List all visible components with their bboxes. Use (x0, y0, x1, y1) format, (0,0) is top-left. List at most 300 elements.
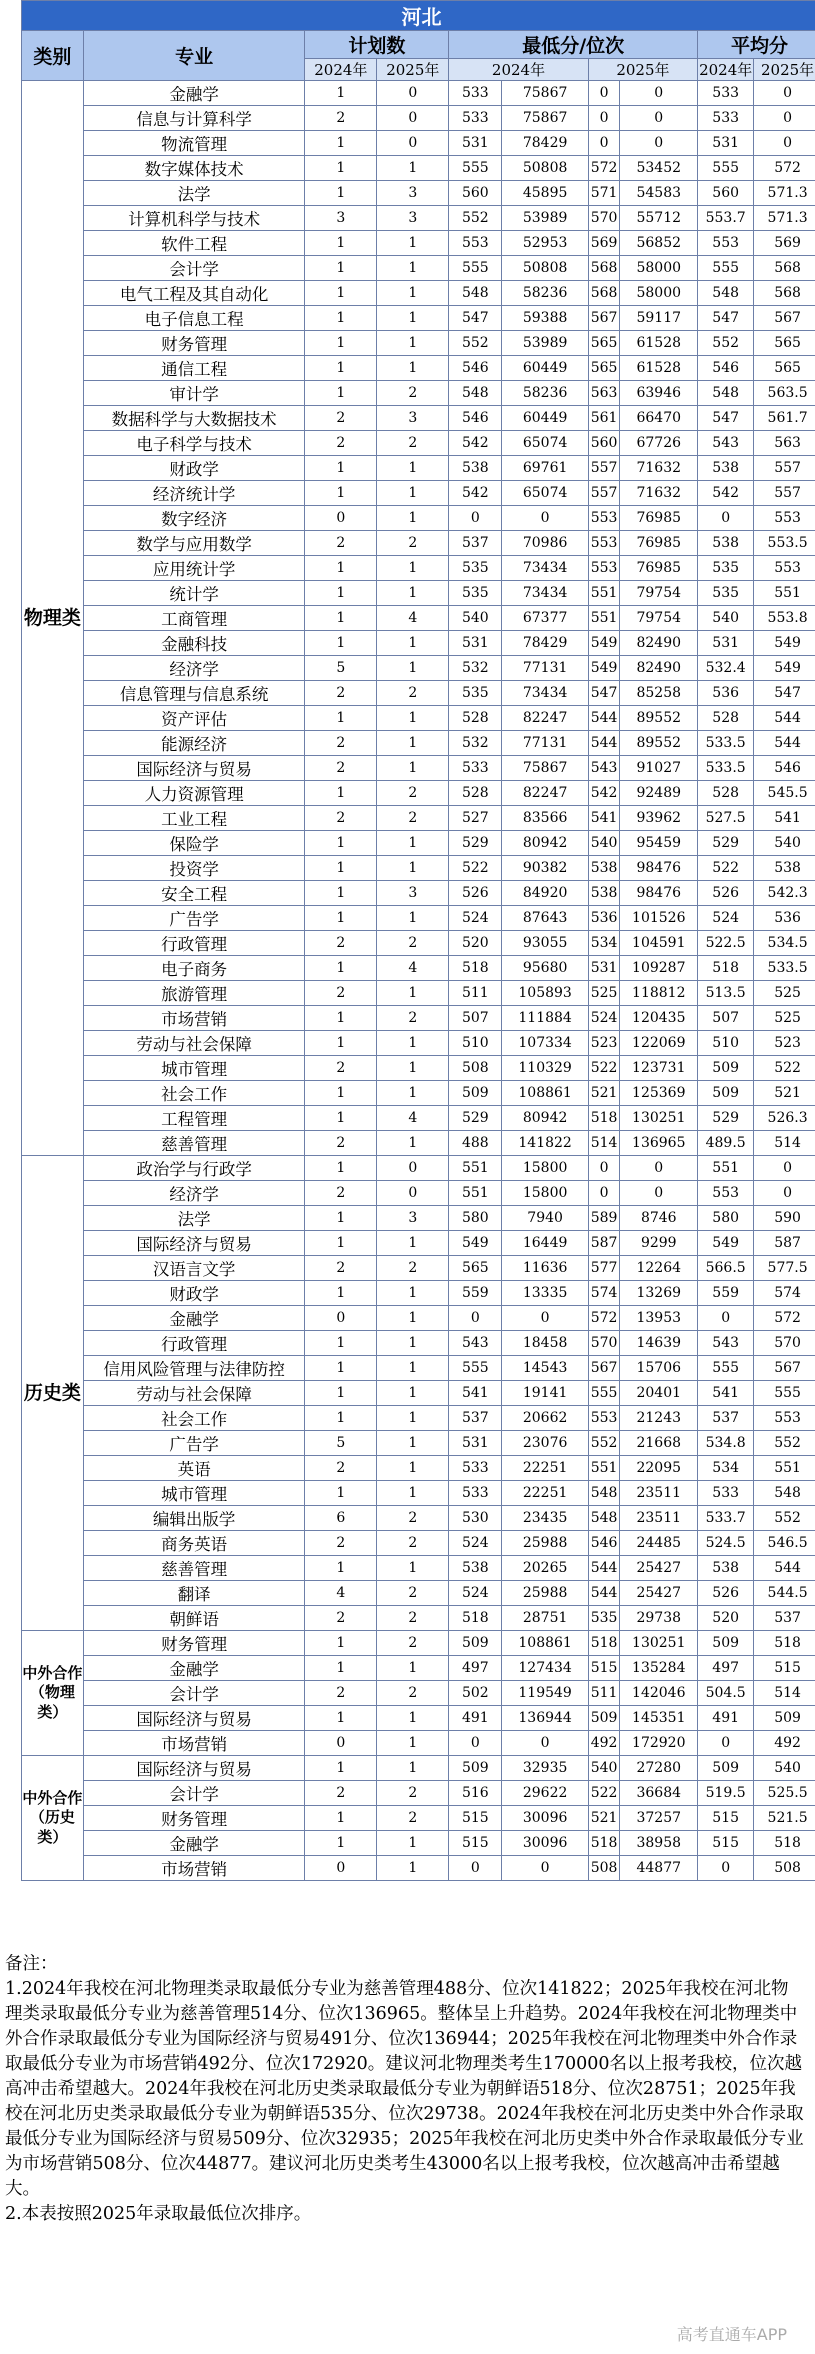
min-score-2025-cell: 524 (588, 1006, 620, 1031)
plan-2025-cell: 1 (377, 1656, 449, 1681)
avg-2024-cell: 509 (698, 1756, 754, 1781)
avg-2025-cell: 577.5 (754, 1256, 815, 1281)
rank-2025-cell: 71632 (620, 481, 698, 506)
min-score-2025-cell: 563 (588, 381, 620, 406)
min-score-2024-cell: 548 (449, 381, 502, 406)
min-score-2025-cell: 0 (588, 106, 620, 131)
avg-2024-cell: 522 (698, 856, 754, 881)
min-score-2025-cell: 568 (588, 256, 620, 281)
min-score-2024-cell: 542 (449, 481, 502, 506)
rank-2025-cell: 71632 (620, 456, 698, 481)
plan-2024-cell: 2 (305, 1056, 377, 1081)
min-score-2025-cell: 567 (588, 306, 620, 331)
min-score-2024-cell: 524 (449, 1581, 502, 1606)
header-plan: 计划数 (305, 31, 449, 59)
min-score-2025-cell: 0 (588, 81, 620, 106)
plan-2025-cell: 2 (377, 1631, 449, 1656)
avg-2024-cell: 533 (698, 1481, 754, 1506)
table-row (22, 1356, 815, 1381)
rank-2024-cell: 18458 (502, 1331, 588, 1356)
major-cell: 慈善管理 (83, 1556, 305, 1581)
avg-2025-cell: 565 (754, 331, 815, 356)
avg-2025-cell: 557 (754, 481, 815, 506)
table-row (22, 1106, 815, 1131)
rank-2024-cell: 15800 (502, 1156, 588, 1181)
rank-2024-cell: 127434 (502, 1656, 588, 1681)
avg-2024-cell: 533 (698, 106, 754, 131)
min-score-2024-cell: 533 (449, 81, 502, 106)
min-score-2025-cell: 547 (588, 681, 620, 706)
major-cell: 国际经济与贸易 (83, 1756, 305, 1781)
rank-2025-cell: 136965 (620, 1131, 698, 1156)
plan-2024-cell: 6 (305, 1506, 377, 1531)
plan-2024-cell: 1 (305, 956, 377, 981)
min-score-2024-cell: 546 (449, 406, 502, 431)
min-score-2025-cell: 570 (588, 1331, 620, 1356)
plan-2025-cell: 1 (377, 706, 449, 731)
min-score-2025-cell: 551 (588, 606, 620, 631)
major-cell: 电子科学与技术 (83, 431, 305, 456)
min-score-2024-cell: 526 (449, 881, 502, 906)
avg-2025-cell: 553 (754, 506, 815, 531)
avg-2025-cell: 587 (754, 1231, 815, 1256)
rank-2024-cell: 95680 (502, 956, 588, 981)
min-score-2024-cell: 516 (449, 1781, 502, 1806)
rank-2025-cell: 98476 (620, 856, 698, 881)
rank-2024-cell: 28751 (502, 1606, 588, 1631)
major-cell: 电气工程及其自动化 (83, 281, 305, 306)
table-row (22, 1431, 815, 1456)
rank-2025-cell: 130251 (620, 1106, 698, 1131)
rank-2025-cell: 29738 (620, 1606, 698, 1631)
min-score-2025-cell: 509 (588, 1706, 620, 1731)
avg-2025-cell: 525.5 (754, 1781, 815, 1806)
table-row (22, 581, 815, 606)
rank-2025-cell: 79754 (620, 581, 698, 606)
table-row (22, 1631, 815, 1656)
plan-2025-cell: 1 (377, 506, 449, 531)
rank-2024-cell: 22251 (502, 1456, 588, 1481)
major-cell: 经济学 (83, 1181, 305, 1206)
rank-2024-cell: 22251 (502, 1481, 588, 1506)
avg-2025-cell: 0 (754, 106, 815, 131)
min-score-2024-cell: 509 (449, 1081, 502, 1106)
min-score-2025-cell: 538 (588, 881, 620, 906)
rank-2025-cell: 172920 (620, 1731, 698, 1756)
major-cell: 经济学 (83, 656, 305, 681)
avg-2025-cell: 537 (754, 1606, 815, 1631)
plan-2024-cell: 5 (305, 656, 377, 681)
avg-2024-cell: 555 (698, 256, 754, 281)
plan-2024-cell: 1 (305, 1081, 377, 1106)
avg-2024-cell: 515 (698, 1831, 754, 1856)
plan-2024-cell: 2 (305, 731, 377, 756)
min-score-2025-cell: 551 (588, 1456, 620, 1481)
major-cell: 金融学 (83, 1831, 305, 1856)
min-score-2025-cell: 543 (588, 756, 620, 781)
avg-2024-cell: 497 (698, 1656, 754, 1681)
rank-2024-cell: 25988 (502, 1581, 588, 1606)
plan-2025-cell: 1 (377, 1231, 449, 1256)
major-cell: 行政管理 (83, 931, 305, 956)
table-row (22, 681, 815, 706)
plan-2024-cell: 1 (305, 631, 377, 656)
table-row (22, 1506, 815, 1531)
min-score-2025-cell: 548 (588, 1506, 620, 1531)
avg-2025-cell: 0 (754, 131, 815, 156)
rank-2025-cell: 25427 (620, 1556, 698, 1581)
table-row (22, 556, 815, 581)
plan-2024-cell: 2 (305, 106, 377, 131)
avg-2024-cell: 519.5 (698, 1781, 754, 1806)
rank-2024-cell: 77131 (502, 731, 588, 756)
rank-2025-cell: 76985 (620, 556, 698, 581)
min-score-2025-cell: 0 (588, 131, 620, 156)
plan-2025-cell: 1 (377, 281, 449, 306)
min-score-2025-cell: 544 (588, 731, 620, 756)
min-score-2024-cell: 530 (449, 1506, 502, 1531)
table-row (22, 306, 815, 331)
min-score-2024-cell: 547 (449, 306, 502, 331)
category-cell: 中外合作（历史类） (22, 1756, 84, 1881)
rank-2025-cell: 89552 (620, 706, 698, 731)
plan-2025-cell: 1 (377, 256, 449, 281)
brand-watermark: 高考直通车APP (676, 2325, 787, 2344)
rank-2025-cell: 23511 (620, 1481, 698, 1506)
rank-2024-cell: 53989 (502, 206, 588, 231)
avg-2025-cell: 523 (754, 1031, 815, 1056)
avg-2024-cell: 522.5 (698, 931, 754, 956)
table-row (22, 1656, 815, 1681)
rank-2025-cell: 8746 (620, 1206, 698, 1231)
avg-2025-cell: 540 (754, 831, 815, 856)
plan-2024-cell: 1 (305, 1331, 377, 1356)
major-cell: 翻译 (83, 1581, 305, 1606)
major-cell: 慈善管理 (83, 1131, 305, 1156)
plan-2025-cell: 1 (377, 856, 449, 881)
table-row (22, 1056, 815, 1081)
avg-2025-cell: 538 (754, 856, 815, 881)
plan-2025-cell: 0 (377, 131, 449, 156)
min-score-2024-cell: 0 (449, 1731, 502, 1756)
major-cell: 信用风险管理与法律防控 (83, 1356, 305, 1381)
rank-2025-cell: 123731 (620, 1056, 698, 1081)
plan-2025-cell: 1 (377, 331, 449, 356)
table-row (22, 1281, 815, 1306)
notes-heading: 备注： (5, 1954, 58, 1974)
rank-2025-cell: 27280 (620, 1756, 698, 1781)
table-row (22, 331, 815, 356)
rank-2025-cell: 104591 (620, 931, 698, 956)
major-cell: 经济统计学 (83, 481, 305, 506)
min-score-2025-cell: 565 (588, 331, 620, 356)
rank-2025-cell: 92489 (620, 781, 698, 806)
plan-2024-cell: 1 (305, 81, 377, 106)
table-row (22, 81, 815, 106)
plan-2025-cell: 1 (377, 1056, 449, 1081)
major-cell: 广告学 (83, 906, 305, 931)
min-score-2024-cell: 518 (449, 1606, 502, 1631)
avg-2024-cell: 533.5 (698, 731, 754, 756)
min-score-2024-cell: 543 (449, 1331, 502, 1356)
avg-2024-cell: 553 (698, 231, 754, 256)
min-score-2025-cell: 544 (588, 1581, 620, 1606)
table-body (22, 81, 815, 1881)
rank-2025-cell: 12264 (620, 1256, 698, 1281)
min-score-2025-cell: 521 (588, 1806, 620, 1831)
min-score-2025-cell: 557 (588, 456, 620, 481)
plan-2025-cell: 1 (377, 1306, 449, 1331)
major-cell: 人力资源管理 (83, 781, 305, 806)
plan-2024-cell: 1 (305, 1481, 377, 1506)
plan-2024-cell: 1 (305, 256, 377, 281)
avg-2024-cell: 0 (698, 1856, 754, 1881)
plan-2025-cell: 1 (377, 731, 449, 756)
min-score-2025-cell: 549 (588, 631, 620, 656)
plan-2025-cell: 2 (377, 806, 449, 831)
major-cell: 财务管理 (83, 331, 305, 356)
table-row (22, 1781, 815, 1806)
plan-2025-cell: 2 (377, 681, 449, 706)
avg-2025-cell: 549 (754, 656, 815, 681)
min-score-2024-cell: 580 (449, 1206, 502, 1231)
avg-2024-cell: 529 (698, 831, 754, 856)
plan-2024-cell: 1 (305, 456, 377, 481)
rank-2025-cell: 67726 (620, 431, 698, 456)
plan-2024-cell: 1 (305, 1756, 377, 1781)
header-min-2025: 2025年 (588, 59, 697, 81)
plan-2025-cell: 3 (377, 881, 449, 906)
avg-2025-cell: 547 (754, 681, 815, 706)
rank-2024-cell: 52953 (502, 231, 588, 256)
rank-2025-cell: 58000 (620, 256, 698, 281)
avg-2025-cell: 551 (754, 581, 815, 606)
rank-2024-cell: 13335 (502, 1281, 588, 1306)
rank-2025-cell: 61528 (620, 356, 698, 381)
table-row (22, 506, 815, 531)
major-cell: 市场营销 (83, 1856, 305, 1881)
table-row (22, 1681, 815, 1706)
min-score-2025-cell: 570 (588, 206, 620, 231)
table-row (22, 781, 815, 806)
table-row (22, 756, 815, 781)
rank-2025-cell: 22095 (620, 1456, 698, 1481)
plan-2024-cell: 1 (305, 781, 377, 806)
avg-2024-cell: 537 (698, 1406, 754, 1431)
min-score-2024-cell: 555 (449, 156, 502, 181)
rank-2025-cell: 0 (620, 1181, 698, 1206)
avg-2025-cell: 572 (754, 1306, 815, 1331)
rank-2024-cell: 20265 (502, 1556, 588, 1581)
plan-2024-cell: 1 (305, 1631, 377, 1656)
table-row (22, 1231, 815, 1256)
min-score-2024-cell: 533 (449, 1481, 502, 1506)
major-cell: 金融科技 (83, 631, 305, 656)
table-row (22, 906, 815, 931)
major-cell: 商务英语 (83, 1531, 305, 1556)
min-score-2025-cell: 557 (588, 481, 620, 506)
table-row (22, 156, 815, 181)
min-score-2024-cell: 508 (449, 1056, 502, 1081)
avg-2025-cell: 569 (754, 231, 815, 256)
avg-2025-cell: 553 (754, 1406, 815, 1431)
avg-2025-cell: 546 (754, 756, 815, 781)
plan-2025-cell: 2 (377, 1581, 449, 1606)
plan-2024-cell: 1 (305, 1281, 377, 1306)
category-cell: 历史类 (22, 1156, 84, 1631)
min-score-2024-cell: 531 (449, 1431, 502, 1456)
min-score-2024-cell: 518 (449, 956, 502, 981)
rank-2024-cell: 0 (502, 1731, 588, 1756)
table-row (22, 1031, 815, 1056)
min-score-2025-cell: 544 (588, 706, 620, 731)
rank-2025-cell: 61528 (620, 331, 698, 356)
rank-2025-cell: 125369 (620, 1081, 698, 1106)
major-cell: 社会工作 (83, 1081, 305, 1106)
table-row (22, 481, 815, 506)
header-avg-score: 平均分 (698, 31, 815, 59)
min-score-2024-cell: 0 (449, 506, 502, 531)
plan-2025-cell: 1 (377, 1756, 449, 1781)
avg-2025-cell: 515 (754, 1656, 815, 1681)
avg-2025-cell: 565 (754, 356, 815, 381)
min-score-2024-cell: 0 (449, 1306, 502, 1331)
table-row (22, 531, 815, 556)
plan-2024-cell: 2 (305, 406, 377, 431)
plan-2024-cell: 1 (305, 706, 377, 731)
major-cell: 国际经济与贸易 (83, 1231, 305, 1256)
table-row (22, 631, 815, 656)
table-row (22, 1531, 815, 1556)
plan-2024-cell: 2 (305, 1681, 377, 1706)
avg-2025-cell: 572 (754, 156, 815, 181)
rank-2025-cell: 21243 (620, 1406, 698, 1431)
major-cell: 城市管理 (83, 1056, 305, 1081)
rank-2024-cell: 119549 (502, 1681, 588, 1706)
min-score-2025-cell: 549 (588, 656, 620, 681)
avg-2024-cell: 547 (698, 406, 754, 431)
table-row (22, 831, 815, 856)
avg-2024-cell: 580 (698, 1206, 754, 1231)
rank-2024-cell: 69761 (502, 456, 588, 481)
min-score-2024-cell: 522 (449, 856, 502, 881)
rank-2025-cell: 55712 (620, 206, 698, 231)
plan-2025-cell: 1 (377, 1481, 449, 1506)
min-score-2024-cell: 510 (449, 1031, 502, 1056)
min-score-2025-cell: 511 (588, 1681, 620, 1706)
major-cell: 财务管理 (83, 1806, 305, 1831)
plan-2025-cell: 1 (377, 1031, 449, 1056)
avg-2025-cell: 551 (754, 1456, 815, 1481)
min-score-2025-cell: 553 (588, 531, 620, 556)
rank-2025-cell: 0 (620, 106, 698, 131)
plan-2024-cell: 2 (305, 931, 377, 956)
plan-2024-cell: 5 (305, 1431, 377, 1456)
avg-2024-cell: 520 (698, 1606, 754, 1631)
table-row (22, 1306, 815, 1331)
plan-2025-cell: 1 (377, 1331, 449, 1356)
header-plan-2025: 2025年 (377, 59, 449, 81)
rank-2025-cell: 95459 (620, 831, 698, 856)
notes-item-2: 2.本表按照2025年录取最低位次排序。 (5, 2204, 312, 2224)
table-row (22, 1206, 815, 1231)
avg-2024-cell: 533.7 (698, 1506, 754, 1531)
avg-2024-cell: 559 (698, 1281, 754, 1306)
rank-2025-cell: 98476 (620, 881, 698, 906)
score-table-container (21, 0, 815, 1881)
min-score-2024-cell: 488 (449, 1131, 502, 1156)
plan-2024-cell: 1 (305, 881, 377, 906)
avg-2025-cell: 571.3 (754, 206, 815, 231)
plan-2025-cell: 4 (377, 1106, 449, 1131)
table-row (22, 1156, 815, 1181)
avg-2025-cell: 0 (754, 81, 815, 106)
header-min-2024: 2024年 (449, 59, 589, 81)
plan-2025-cell: 1 (377, 831, 449, 856)
avg-2024-cell: 504.5 (698, 1681, 754, 1706)
min-score-2024-cell: 529 (449, 831, 502, 856)
table-row (22, 1456, 815, 1481)
min-score-2024-cell: 535 (449, 681, 502, 706)
major-cell: 数学与应用数学 (83, 531, 305, 556)
avg-2025-cell: 0 (754, 1156, 815, 1181)
plan-2024-cell: 2 (305, 1131, 377, 1156)
min-score-2025-cell: 587 (588, 1231, 620, 1256)
min-score-2024-cell: 535 (449, 556, 502, 581)
min-score-2024-cell: 511 (449, 981, 502, 1006)
rank-2024-cell: 11636 (502, 1256, 588, 1281)
min-score-2024-cell: 527 (449, 806, 502, 831)
avg-2025-cell: 525 (754, 981, 815, 1006)
rank-2024-cell: 107334 (502, 1031, 588, 1056)
rank-2024-cell: 73434 (502, 556, 588, 581)
rank-2024-cell: 70986 (502, 531, 588, 556)
plan-2024-cell: 2 (305, 1781, 377, 1806)
plan-2024-cell: 2 (305, 806, 377, 831)
plan-2025-cell: 3 (377, 406, 449, 431)
min-score-2024-cell: 555 (449, 256, 502, 281)
major-cell: 金融学 (83, 81, 305, 106)
avg-2025-cell: 574 (754, 1281, 815, 1306)
min-score-2024-cell: 532 (449, 656, 502, 681)
rank-2025-cell: 58000 (620, 281, 698, 306)
rank-2024-cell: 80942 (502, 1106, 588, 1131)
rank-2025-cell: 93962 (620, 806, 698, 831)
avg-2024-cell: 534.8 (698, 1431, 754, 1456)
plan-2025-cell: 1 (377, 1281, 449, 1306)
avg-2025-cell: 563.5 (754, 381, 815, 406)
avg-2024-cell: 510 (698, 1031, 754, 1056)
avg-2025-cell: 553.8 (754, 606, 815, 631)
plan-2024-cell: 2 (305, 1181, 377, 1206)
min-score-2025-cell: 542 (588, 781, 620, 806)
avg-2024-cell: 0 (698, 1306, 754, 1331)
min-score-2024-cell: 515 (449, 1806, 502, 1831)
plan-2025-cell: 2 (377, 931, 449, 956)
rank-2025-cell: 13269 (620, 1281, 698, 1306)
rank-2024-cell: 87643 (502, 906, 588, 931)
avg-2024-cell: 540 (698, 606, 754, 631)
plan-2025-cell: 2 (377, 781, 449, 806)
major-cell: 劳动与社会保障 (83, 1381, 305, 1406)
plan-2024-cell: 1 (305, 1406, 377, 1431)
table-row (22, 956, 815, 981)
avg-2024-cell: 542 (698, 481, 754, 506)
plan-2024-cell: 0 (305, 1856, 377, 1881)
table-row (22, 106, 815, 131)
avg-2024-cell: 0 (698, 1731, 754, 1756)
min-score-2024-cell: 537 (449, 531, 502, 556)
